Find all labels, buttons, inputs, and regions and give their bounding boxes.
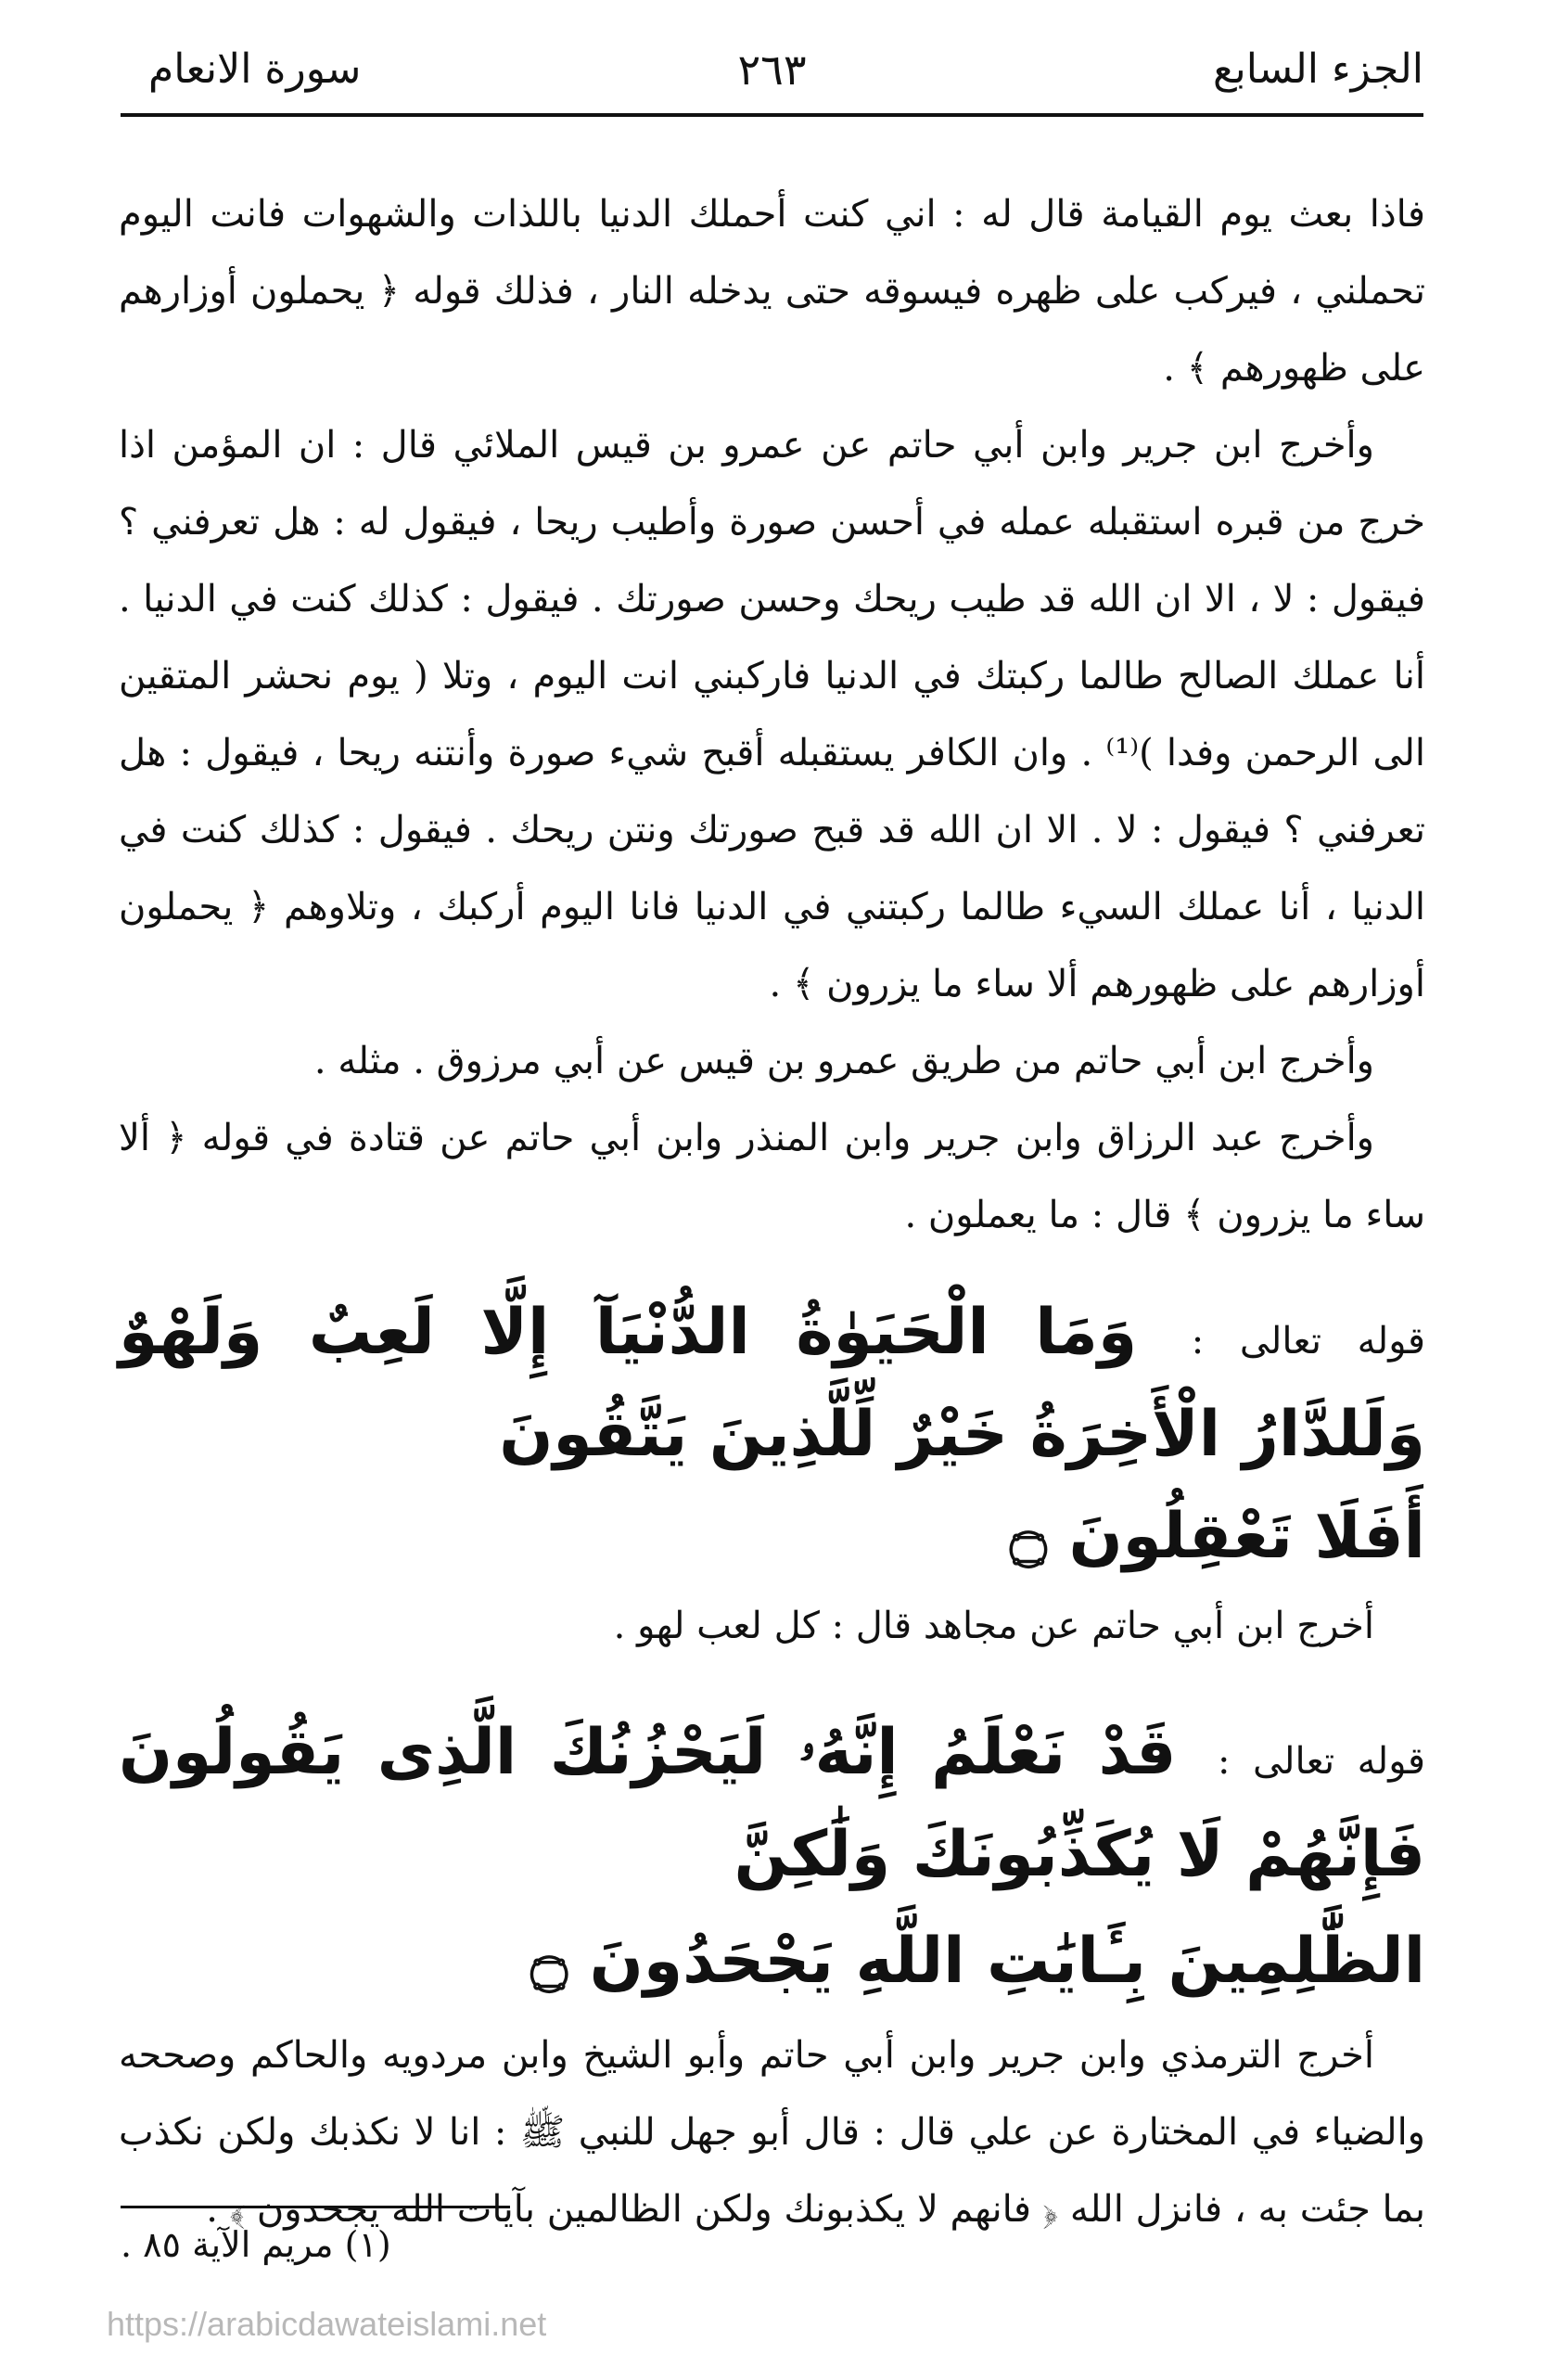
paragraph-3: وأخرج ابن أبي حاتم من طريق عمرو بن قيس عن أبي مرزوق . مثله .	[313, 1040, 1374, 1082]
paragraph-2: وأخرج ابن جرير وابن أبي حاتم عن عمرو بن قيس الملائي قال : ان المؤمن اذا خرج من قبره استقبله عمله في أحسن صورة وأطيب ريحا ، فيقول له : هل تعرفني ؟ فيقول : لا ، الا ان الله قد طيب ريحك وحسن صورتك . فيقول : كذلك كنت في الدنيا . أنا عملك الصالح طالما ركبتك في الدنيا فاركبني انت اليوم ، وتلا ( يوم نحشر المتقين الى الرحمن وفدا )⁽¹⁾ . وان الكافر يستقبله أقبح شيء صورة وأنتنه ريحا ، فيقول : هل تعرفني ؟ فيقول : لا . الا ان الله قد قبح صورتك ونتن ريحك . فيقول : كذلك كنت في الدنيا ، أنا عملك السيء طالما ركبتني في الدنيا فانا اليوم أركبك ، وتلاوهم ﴿ يحملون أوزارهم على ظهورهم ألا ساء ما يزرون ﴾ .	[119, 424, 1425, 1005]
verse-2-text: قَدْ نَعْلَمُ إِنَّهُۥ لَيَحْزُنُكَ الَّذِى يَقُولُونَ فَإِنَّهُمْ لَا يُكَذِّبُونَكَ وَلَٰكِنَّ	[119, 1716, 1425, 1891]
verse-2-text-end: الظَّٰلِمِينَ بِـَٔايَٰتِ اللَّهِ يَجْحَدُونَ ۝	[530, 1925, 1425, 1998]
footnote-rule	[121, 2206, 510, 2208]
verse-2-lead: قوله تعالى :	[1217, 1740, 1426, 1783]
paragraph-6: أخرج الترمذي وابن جرير وابن أبي حاتم وأبو الشيخ وابن مردويه والحاكم وصححه والضياء في المختارة عن علي قال : قال أبو جهل للنبي ﷺ : انا لا نكذبك ولكن نكذب بما جئت به ، فانزل الله ﴿ فانهم لا يكذبونك ولكن الظالمين بآيات الله يجحدون ﴾ .	[119, 2034, 1426, 2231]
header-rule	[121, 113, 1423, 117]
juz-label: الجزء السابع	[1213, 45, 1423, 93]
watermark-url[interactable]: https://arabicdawateislami.net	[107, 2305, 547, 2343]
page-body	[119, 176, 1425, 2248]
verse-1-text-end: أَفَلَا تَعْقِلُونَ ۝	[1010, 1500, 1425, 1573]
paragraph-5: أخرج ابن أبي حاتم عن مجاهد قال : كل لعب لهو .	[613, 1605, 1374, 1647]
quran-verse-2	[119, 1702, 1425, 2017]
page-header	[121, 37, 1423, 102]
footnote	[121, 2212, 1425, 2277]
page-number: ٢٦٣	[737, 45, 807, 95]
verse-1-text: وَمَا الْحَيَوٰةُ الدُّنْيَآ إِلَّا لَعِبٌ وَلَهْوٌ وَلَلدَّارُ الْأَخِرَةُ خَيْرٌ لِّلَّذِينَ يَتَّقُونَ	[119, 1296, 1425, 1471]
quran-verse-1	[119, 1282, 1425, 1588]
paragraph-4: وأخرج عبد الرزاق وابن جرير وابن المنذر وابن أبي حاتم عن قتادة في قوله ﴿ ألا ساء ما يزرون ﴾ قال : ما يعملون .	[119, 1117, 1425, 1236]
paragraph-1: فاذا بعث يوم القيامة قال له : اني كنت أحملك الدنيا باللذات والشهوات فانت اليوم تحملني ، فيركب على ظهره فيسوقه حتى يدخله النار ، فذلك قوله ﴿ يحملون أوزارهم على ظهورهم ﴾ .	[119, 193, 1426, 390]
verse-1-lead: قوله تعالى :	[1191, 1320, 1425, 1363]
footnote-text: (١) مريم الآية ٨٥ .	[121, 2224, 391, 2265]
surah-name: سورة الانعام	[148, 45, 362, 93]
